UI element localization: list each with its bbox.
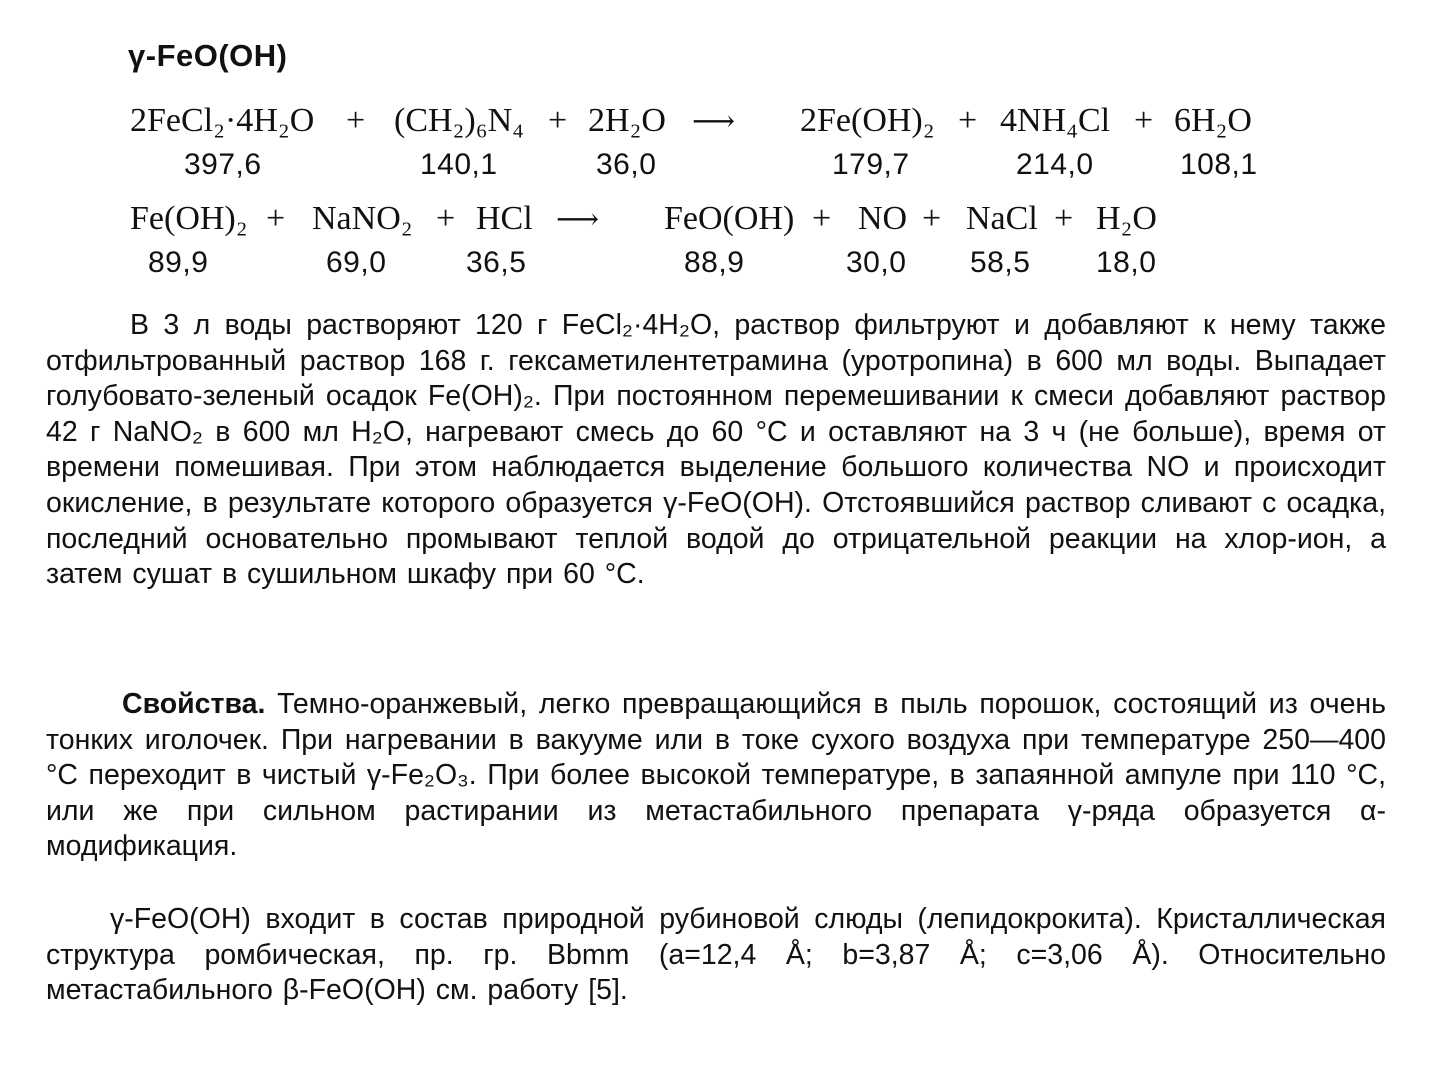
plus-sign: + [812, 200, 832, 237]
molar-mass: 36,0 [596, 148, 657, 181]
reaction-term: HCl [476, 200, 533, 237]
plus-sign: + [958, 102, 978, 139]
properties-paragraph [46, 687, 1386, 865]
reaction-arrow: ⟶ [692, 105, 736, 138]
reaction-1-equation [0, 102, 1436, 146]
molar-mass: 179,7 [832, 148, 910, 181]
plus-sign: + [1134, 102, 1154, 139]
mineral-paragraph: γ-FeO(OH) входит в состав природной рубиновой слюды (лепидокрокита). Кристаллическая структура ромбическая, пр. гр. Bbmm (a=12,4 Å; b=3,87 Å; c=3,06 Å). Относительно метастабильного β-FeO(OH) см. работу [5]. [46, 903, 1386, 1007]
plus-sign: + [548, 102, 568, 139]
molar-mass: 397,6 [184, 148, 262, 181]
molar-mass: 140,1 [420, 148, 498, 181]
molar-mass: 18,0 [1096, 246, 1157, 279]
reaction-term: FeO(OH) [664, 200, 795, 237]
properties-text: Темно-оранжевый, легко превращающийся в пыль порошок, состоящий из очень тонких иголочек. При нагревании в вакууме или в токе сухого воздуха при температуре 250—400 °C переходит в чистый γ-Fe₂O₃. При более высокой температуре, в запаянной ампуле при 110 °C, или же при сильном растирании из метастабильного препарата γ-ряда образуется α-модификация. [46, 688, 1387, 863]
reaction-term: 2FeCl₂·4H₂O [130, 102, 315, 139]
molar-mass: 30,0 [846, 246, 907, 279]
reaction-1-masses [0, 148, 1436, 188]
reaction-arrow: ⟶ [556, 203, 600, 236]
reaction-term: 4NH₄Cl [1000, 102, 1111, 139]
molar-mass: 89,9 [148, 246, 209, 279]
reaction-term: NO [858, 200, 908, 237]
plus-sign: + [922, 200, 942, 237]
plus-sign: + [346, 102, 366, 139]
preparation-paragraph: В 3 л воды растворяют 120 г FeCl₂·4H₂O, раствор фильтруют и добавляют к нему также отфильтрованный раствор 168 г. гексаметилентетрамина (уротропина) в 600 мл воды. Выпадает голубовато-зеленый осадок Fe(OH)₂. При постоянном перемешивании к смеси добавляют раствор 42 г NaNO₂ в 600 мл H₂O, нагревают смесь до 60 °C и оставляют на 3 ч (не больше), время от времени помешивая. При этом наблюдается выделение большого количества NO и происходит окисление, в результате которого образуется γ-FeO(OH). Отстоявшийся раствор сливают с осадка, последний основательно промывают теплой водой до отрицательной реакции на хлор-ион, а затем сушат в сушильном шкафу при 60 °C. [46, 309, 1386, 591]
plus-sign: + [266, 200, 286, 237]
reaction-term: 6H₂O [1174, 102, 1252, 139]
plus-sign: + [436, 200, 456, 237]
reaction-term: (CH₂)₆N₄ [394, 102, 524, 139]
reaction-term: Fe(OH)₂ [130, 200, 248, 237]
reaction-term: 2H₂O [588, 102, 666, 139]
molar-mass: 69,0 [326, 246, 387, 279]
properties-heading: Свойства. [122, 688, 266, 720]
molar-mass: 36,5 [466, 246, 527, 279]
reaction-term: NaCl [966, 200, 1038, 237]
reaction-2-equation [0, 200, 1436, 244]
compound-title: γ-FeO(OH) [128, 38, 288, 73]
molar-mass: 108,1 [1180, 148, 1258, 181]
molar-mass: 214,0 [1016, 148, 1094, 181]
reaction-term: H₂O [1096, 200, 1157, 237]
reaction-term: NaNO₂ [312, 200, 413, 237]
reaction-term: 2Fe(OH)₂ [800, 102, 935, 139]
molar-mass: 88,9 [684, 246, 745, 279]
plus-sign: + [1054, 200, 1074, 237]
reaction-2-masses [0, 246, 1436, 286]
molar-mass: 58,5 [970, 246, 1031, 279]
